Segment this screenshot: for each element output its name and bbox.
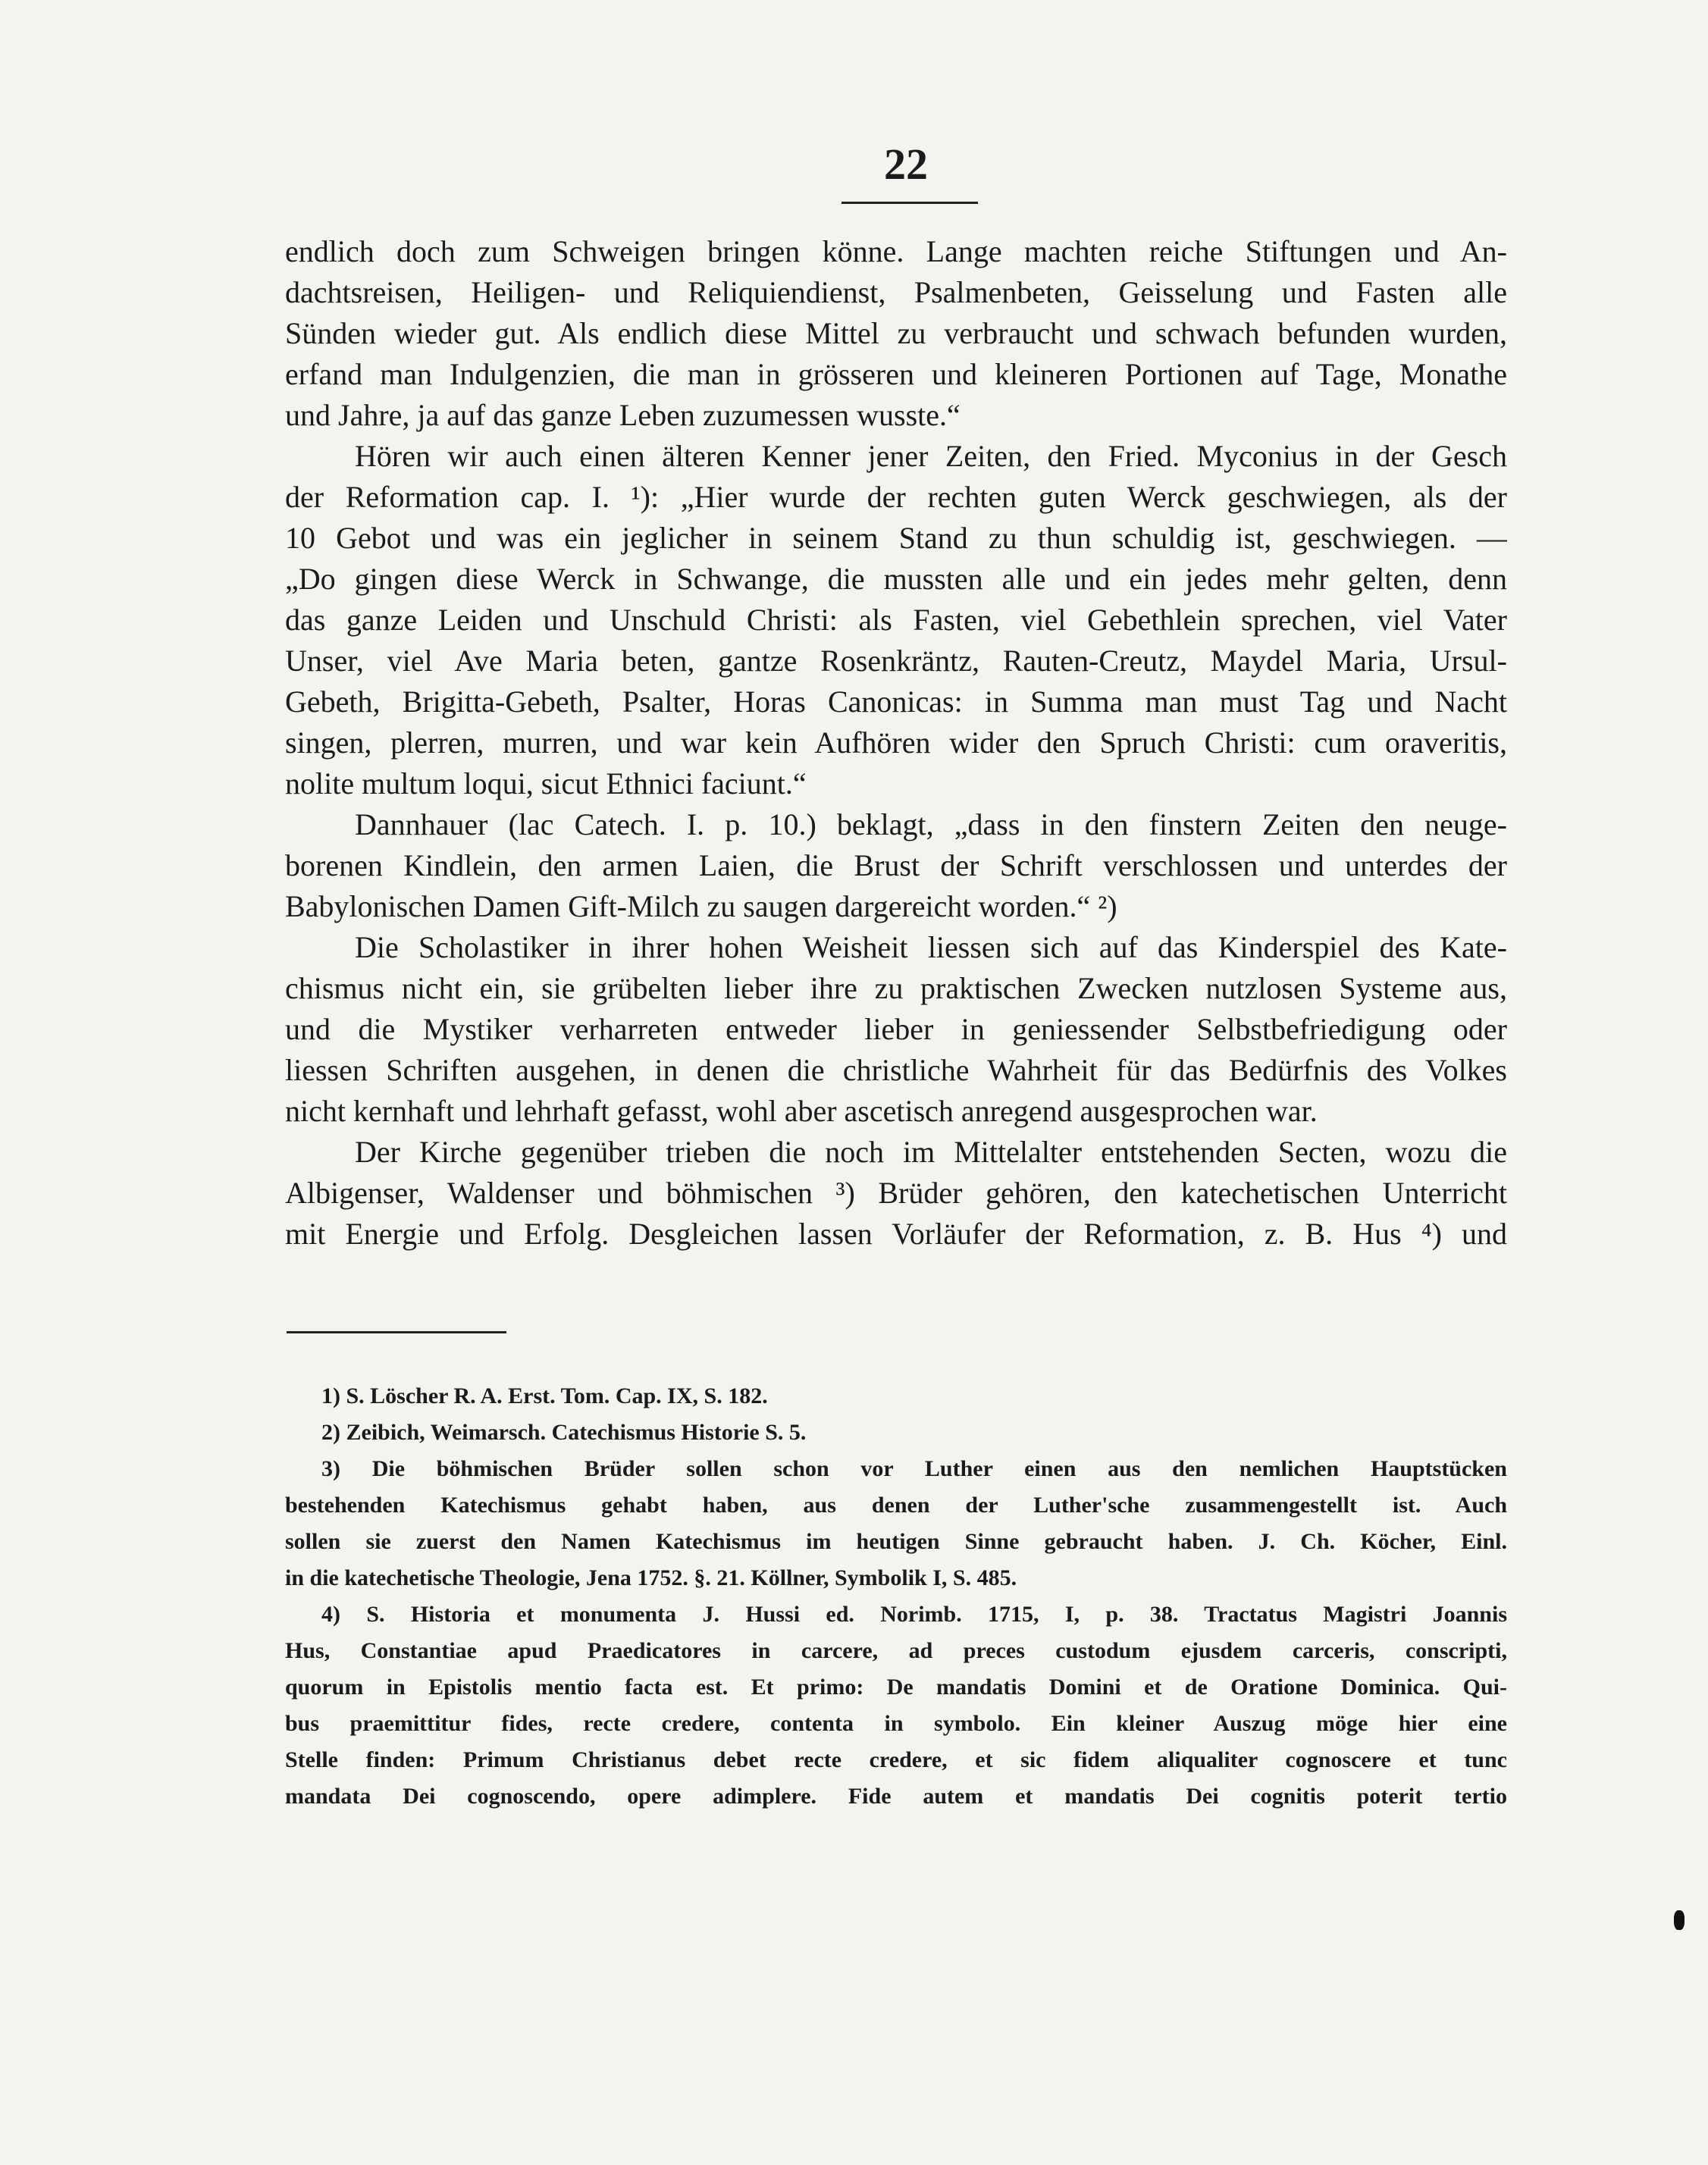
body-line: liessen Schriften ausgehen, in denen die christliche Wahrheit für das Bedürfnis des Volkes [285, 1053, 1507, 1087]
body-line: borenen Kindlein, den armen Laien, die Brust der Schrift verschlossen und unterdes der [285, 848, 1507, 882]
footnote-line: bestehenden Katechismus gehabt haben, aus denen der Luther'sche zusammengestellt ist. Auch [285, 1493, 1507, 1518]
body-line: und die Mystiker verharreten entweder lieber in geniessender Selbstbefriedigung oder [285, 1012, 1507, 1046]
body-line: 10 Gebot und was ein jeglicher in seinem Stand zu thun schuldig ist, geschwiegen. — [285, 521, 1507, 555]
footnote-line: 4) S. Historia et monumenta J. Hussi ed. Norimb. 1715, I, p. 38. Tractatus Magistri Joannis [321, 1602, 1507, 1627]
body-line: Gebeth, Brigitta-Gebeth, Psalter, Horas Canonicas: in Summa man must Tag und Nacht [285, 685, 1507, 719]
footnote-line: mandata Dei cognoscendo, opere adimplere. Fide autem et mandatis Dei cognitis poterit tertio [285, 1784, 1507, 1809]
footnote-line: sollen sie zuerst den Namen Katechismus im heutigen Sinne gebraucht haben. J. Ch. Köcher, Einl. [285, 1529, 1507, 1554]
body-line: Dannhauer (lac Catech. I. p. 10.) beklagt, „dass in den finstern Zeiten den neuge- [355, 807, 1507, 841]
footnote-rule [287, 1331, 506, 1333]
body-line: Sünden wieder gut. Als endlich diese Mittel zu verbraucht und schwach befunden wurden, [285, 316, 1507, 350]
body-line: Der Kirche gegenüber trieben die noch im Mittelalter entstehenden Secten, wozu die [355, 1135, 1507, 1169]
footnote-line: bus praemittitur fides, recte credere, contenta in symbolo. Ein kleiner Auszug möge hier eine [285, 1711, 1507, 1736]
body-line: chismus nicht ein, sie grübelten lieber ihre zu praktischen Zwecken nutzlosen Systeme aus, [285, 971, 1507, 1005]
footnote-line: 3) Die böhmischen Brüder sollen schon vor Luther einen aus den nemlichen Hauptstücken [321, 1456, 1507, 1481]
footnote-line: 2) Zeibich, Weimarsch. Catechismus Historie S. 5. [321, 1420, 807, 1445]
body-line: Hören wir auch einen älteren Kenner jener Zeiten, den Fried. Myconius in der Gesch [355, 439, 1507, 473]
body-line: erfand man Indulgenzien, die man in grösseren und kleineren Portionen auf Tage, Monathe [285, 357, 1507, 391]
footnote-line: Hus, Constantiae apud Praedicatores in carcere, ad preces custodum ejusdem carceris, conscripti, [285, 1638, 1507, 1663]
ink-mark [1674, 1910, 1684, 1930]
page-number: 22 [884, 139, 928, 189]
body-line: dachtsreisen, Heiligen- und Reliquiendienst, Psalmenbeten, Geisselung und Fasten alle [285, 275, 1507, 309]
footnote-line: in die katechetische Theologie, Jena 1752. §. 21. Köllner, Symbolik I, S. 485. [285, 1565, 1017, 1590]
footnote-line: 1) S. Löscher R. A. Erst. Tom. Cap. IX, S. 182. [321, 1383, 768, 1408]
body-line: nolite multum loqui, sicut Ethnici faciunt.“ [285, 766, 807, 801]
body-line: Unser, viel Ave Maria beten, gantze Rosenkräntz, Rauten-Creutz, Maydel Maria, Ursul- [285, 644, 1507, 678]
body-line: „Do gingen diese Werck in Schwange, die mussten alle und ein jedes mehr gelten, denn [285, 562, 1507, 596]
body-line: und Jahre, ja auf das ganze Leben zuzumessen wusste.“ [285, 398, 961, 432]
body-line: endlich doch zum Schweigen bringen könne. Lange machten reiche Stiftungen und An- [285, 234, 1507, 268]
body-text [285, 231, 1507, 1255]
page-number-rule [841, 202, 978, 204]
footnote-line: quorum in Epistolis mentio facta est. Et primo: De mandatis Domini et de Oratione Dominica. Qui- [285, 1675, 1507, 1700]
body-line: mit Energie und Erfolg. Desgleichen lassen Vorläufer der Reformation, z. B. Hus ⁴) und [285, 1217, 1507, 1251]
footnotes [285, 1378, 1507, 1815]
body-line: Albigenser, Waldenser und böhmischen ³) Brüder gehören, den katechetischen Unterricht [285, 1176, 1507, 1210]
body-line: nicht kernhaft und lehrhaft gefasst, wohl aber ascetisch anregend ausgesprochen war. [285, 1094, 1318, 1128]
body-line: singen, plerren, murren, und war kein Aufhören wider den Spruch Christi: cum oraveritis, [285, 725, 1507, 760]
body-line: das ganze Leiden und Unschuld Christi: als Fasten, viel Gebethlein sprechen, viel Vater [285, 603, 1507, 637]
body-line: Babylonischen Damen Gift-Milch zu saugen dargereicht worden.“ ²) [285, 889, 1117, 923]
body-line: der Reformation cap. I. ¹): „Hier wurde der rechten guten Werck geschwiegen, als der [285, 480, 1507, 514]
body-line: Die Scholastiker in ihrer hohen Weisheit liessen sich auf das Kinderspiel des Kate- [355, 930, 1507, 964]
footnote-line: Stelle finden: Primum Christianus debet recte credere, et sic fidem aliqualiter cognoscere et tunc [285, 1747, 1507, 1772]
